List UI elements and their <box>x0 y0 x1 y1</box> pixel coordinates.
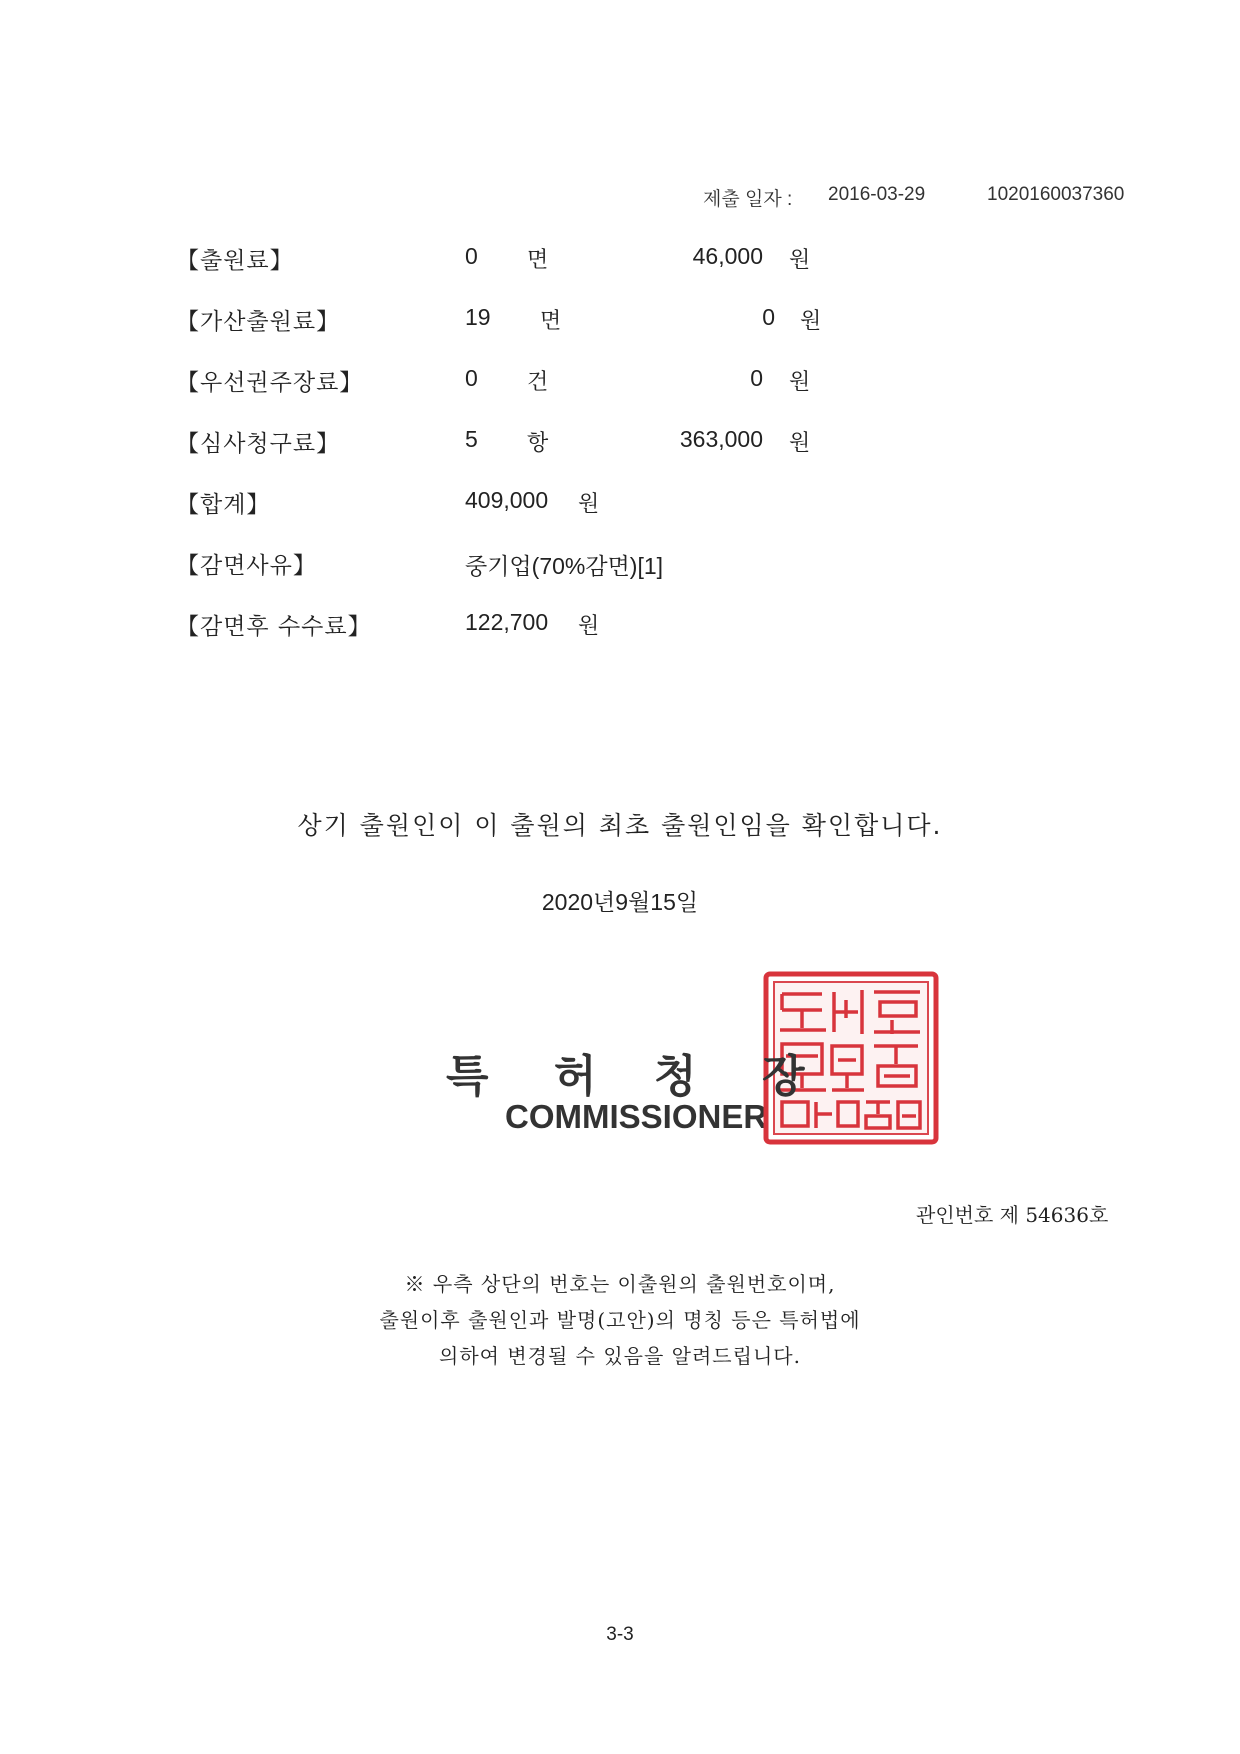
issuer-title-char: 장 <box>762 1051 805 1102</box>
application-number: 1020160037360 <box>987 184 1125 205</box>
total-amount: 409,000 <box>465 487 549 513</box>
after-reduction-amount: 122,700 <box>465 609 549 635</box>
notice-line: ※ 우측 상단의 번호는 이출원의 출원번호이며, <box>404 1272 836 1296</box>
notice-line: 의하여 변경될 수 있음을 알려드립니다. <box>439 1344 801 1368</box>
fee-amount: 46,000 <box>692 243 763 269</box>
issuer-title-char: 허 <box>554 1051 597 1102</box>
confirmation-statement: 상기 출원인이 이 출원의 최초 출원인임을 확인합니다. <box>297 811 943 840</box>
after-reduction-label: 【감면후 수수료】 <box>176 614 372 640</box>
fee-count: 0 <box>465 243 478 269</box>
fee-amount: 0 <box>762 304 775 330</box>
fee-unit: 면 <box>540 309 562 334</box>
issuer-title-char: 청 <box>654 1051 697 1102</box>
issue-date: 2020년9월15일 <box>541 889 699 915</box>
reduction-reason: 중기업(70%감면)[1] <box>465 553 664 579</box>
fee-label-examination: 【심사청구료】 <box>176 431 341 457</box>
commissioner-label: COMMISSIONER <box>505 1098 768 1135</box>
fee-unit: 건 <box>527 370 549 395</box>
fee-label-additional: 【가산출원료】 <box>176 309 341 335</box>
total-label: 【합계】 <box>176 492 271 518</box>
fee-currency: 원 <box>789 248 811 273</box>
fee-label-application: 【출원료】 <box>176 248 294 274</box>
page-number: 3-3 <box>606 1624 634 1645</box>
fee-currency: 원 <box>800 309 822 334</box>
fee-currency: 원 <box>789 370 811 395</box>
fee-amount: 363,000 <box>679 426 763 452</box>
fee-unit: 면 <box>527 248 549 273</box>
seal-number: 관인번호 제 54636호 <box>916 1203 1109 1227</box>
fee-count: 19 <box>465 304 491 330</box>
fee-label-priority: 【우선권주장료】 <box>176 370 364 396</box>
reduction-label: 【감면사유】 <box>176 553 317 579</box>
fee-amount: 0 <box>750 365 763 391</box>
submission-date-label: 제출 일자 : <box>703 189 793 210</box>
fee-unit: 항 <box>527 431 549 456</box>
total-currency: 원 <box>578 492 600 517</box>
after-reduction-currency: 원 <box>578 614 600 639</box>
issuer-title-char: 특 <box>446 1051 489 1102</box>
fee-currency: 원 <box>789 431 811 456</box>
submission-date: 2016-03-29 <box>828 184 926 205</box>
fee-count: 5 <box>465 426 478 452</box>
fee-count: 0 <box>465 365 478 391</box>
notice-line: 출원이후 출원인과 발명(고안)의 명칭 등은 특허법에 <box>379 1308 861 1332</box>
